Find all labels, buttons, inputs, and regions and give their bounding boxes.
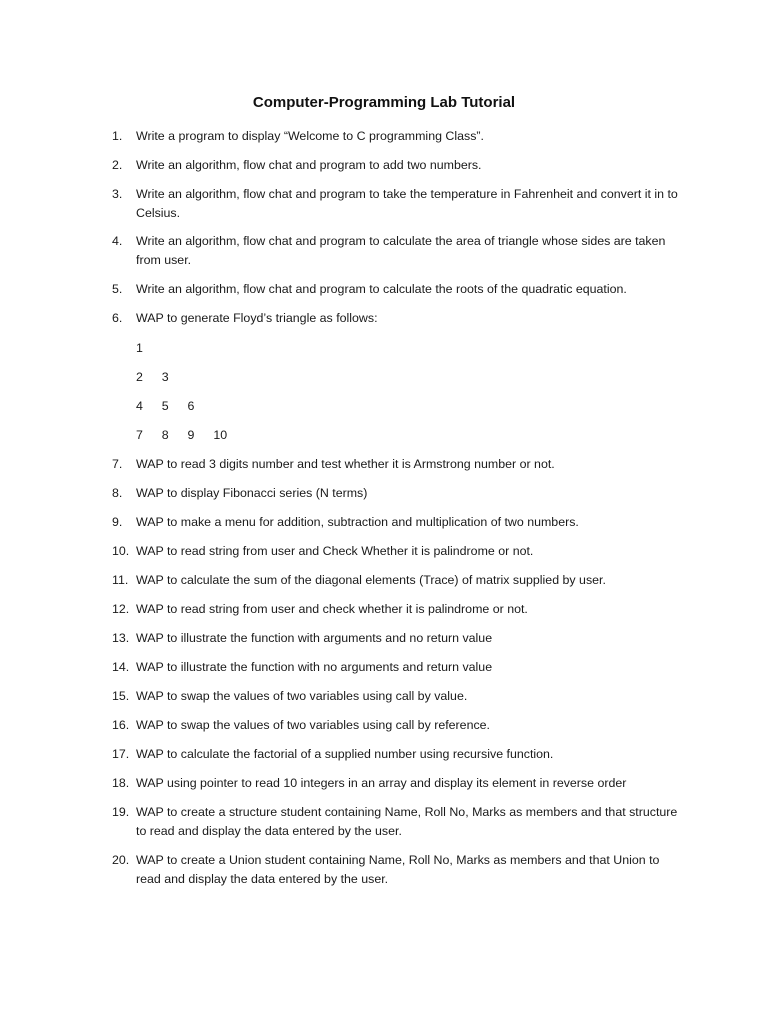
- item-text: WAP to read 3 digits number and test whether it is Armstrong number or not.: [136, 457, 555, 471]
- list-item: [112, 571, 682, 590]
- list-item: [112, 629, 682, 648]
- item-number: 8.: [112, 486, 123, 500]
- item-number: 18.: [112, 776, 130, 790]
- list-item: [112, 851, 682, 889]
- item-number: 13.: [112, 631, 130, 645]
- list-item: [112, 156, 682, 175]
- list-item: [112, 127, 682, 146]
- floyd-triangle-row: 2 3: [136, 370, 169, 384]
- list-item: [112, 484, 682, 503]
- item-number: 7.: [112, 457, 123, 471]
- item-number: 5.: [112, 282, 123, 296]
- list-item: [112, 716, 682, 735]
- item-number: 6.: [112, 311, 123, 325]
- list-item: [112, 687, 682, 706]
- item-number: 1.: [112, 129, 123, 143]
- item-text: Write a program to display “Welcome to C programming Class”.: [136, 129, 484, 143]
- item-text: WAP using pointer to read 10 integers in an array and display its element in reverse order: [136, 776, 627, 790]
- item-text: WAP to calculate the sum of the diagonal elements (Trace) of matrix supplied by user.: [136, 573, 606, 587]
- list-item: [112, 455, 682, 474]
- item-text: Write an algorithm, flow chat and program to calculate the roots of the quadratic equation.: [136, 282, 627, 296]
- item-number: 15.: [112, 689, 130, 703]
- item-number: 12.: [112, 602, 130, 616]
- item-text: WAP to generate Floyd’s triangle as follows:: [136, 311, 378, 325]
- item-number: 11.: [112, 573, 129, 587]
- list-item: [112, 513, 682, 532]
- item-number: 16.: [112, 718, 130, 732]
- item-text: WAP to make a menu for addition, subtraction and multiplication of two numbers.: [136, 515, 579, 529]
- item-text: WAP to read string from user and Check Whether it is palindrome or not.: [136, 544, 534, 558]
- item-number: 19.: [112, 805, 130, 819]
- list-item: [112, 309, 682, 328]
- floyd-triangle-row: 1: [136, 341, 143, 355]
- list-item: [112, 232, 682, 270]
- list-item: [112, 185, 682, 223]
- item-text: WAP to illustrate the function with arguments and no return value: [136, 631, 493, 645]
- item-text: WAP to create a Union student containing Name, Roll No, Marks as members and that Union to read and display the data entered by the user.: [136, 853, 660, 886]
- list-item: [112, 658, 682, 677]
- item-text: Write an algorithm, flow chat and program to add two numbers.: [136, 158, 482, 172]
- item-text: WAP to read string from user and check whether it is palindrome or not.: [136, 602, 528, 616]
- floyd-triangle-row: 7 8 9 10: [136, 428, 228, 442]
- item-text: WAP to swap the values of two variables using call by reference.: [136, 718, 490, 732]
- item-number: 2.: [112, 158, 123, 172]
- list-item: [112, 774, 682, 793]
- page-title: Computer-Programming Lab Tutorial: [252, 94, 516, 111]
- list-item: [112, 542, 682, 561]
- item-number: 17.: [112, 747, 130, 761]
- item-text: Write an algorithm, flow chat and program to calculate the area of triangle whose sides are taken from user.: [136, 234, 666, 267]
- item-text: Write an algorithm, flow chat and program to take the temperature in Fahrenheit and convert it in to Celsius.: [136, 187, 678, 220]
- item-number: 4.: [112, 234, 123, 248]
- item-text: WAP to swap the values of two variables using call by value.: [136, 689, 468, 703]
- item-text: WAP to calculate the factorial of a supplied number using recursive function.: [136, 747, 554, 761]
- item-number: 20.: [112, 853, 130, 867]
- item-number: 14.: [112, 660, 130, 674]
- list-item: [112, 745, 682, 764]
- list-item: [112, 600, 682, 619]
- item-number: 10.: [112, 544, 130, 558]
- item-number: 3.: [112, 187, 123, 201]
- item-text: WAP to display Fibonacci series (N terms): [136, 486, 368, 500]
- item-text: WAP to illustrate the function with no arguments and return value: [136, 660, 493, 674]
- floyd-triangle-row: 4 5 6: [136, 399, 195, 413]
- list-item: [112, 280, 682, 299]
- item-number: 9.: [112, 515, 123, 529]
- item-text: WAP to create a structure student containing Name, Roll No, Marks as members and that structure to read and display the data entered by the user.: [136, 805, 678, 838]
- list-item: [112, 803, 682, 841]
